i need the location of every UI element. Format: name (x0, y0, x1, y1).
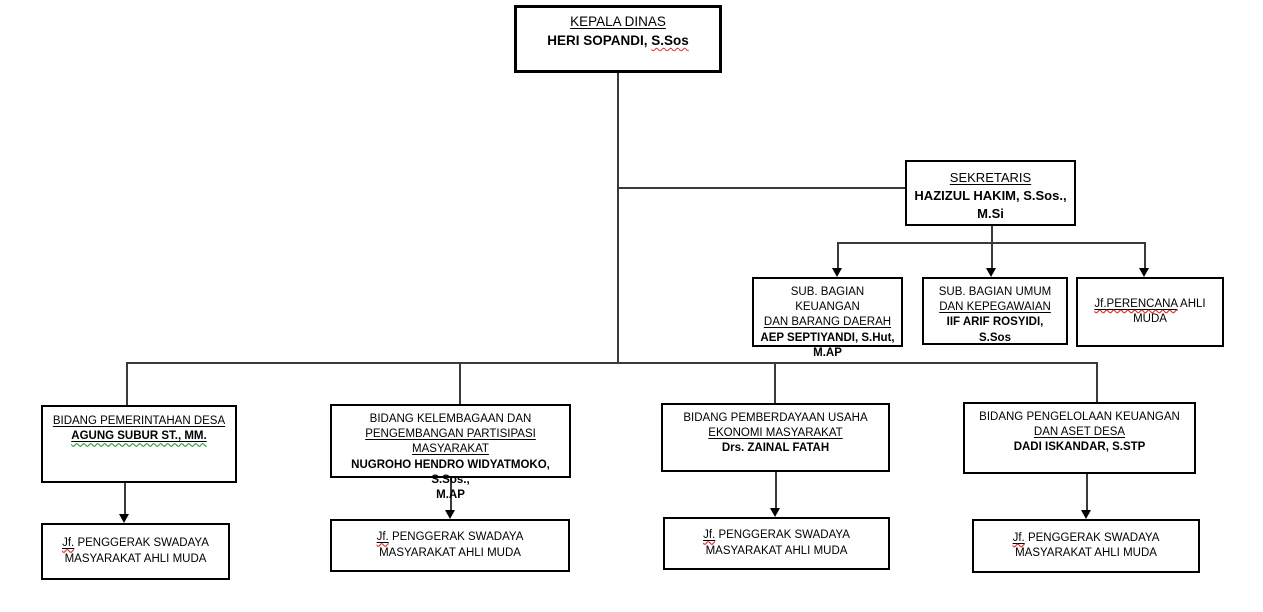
node-person-name: Drs. ZAINAL FATAH (721, 442, 830, 455)
node-bidang-kelembagaan (330, 404, 571, 501)
node-title-line2: EKONOMI MASYARAKAT (708, 427, 843, 440)
arrowhead-jf-1 (119, 514, 129, 523)
connector-jf-perencana-drop (1144, 242, 1146, 269)
node-title-line1: BIDANG KELEMBAGAAN DAN (369, 413, 532, 425)
node-jf-penggerak-1 (41, 523, 230, 580)
node-person-name: NUGROHO HENDRO WIDYATMOKO, S.Sos., (351, 458, 550, 486)
node-bidang-pengelolaan (963, 402, 1196, 474)
connector-bidang-3-drop (774, 362, 776, 403)
node-title-line1: SUB. BAGIAN UMUM (938, 286, 1052, 298)
node-title: Jf. PENGGERAK SWADAYA MASYARAKAT AHLI MUDA (62, 537, 209, 565)
node-title-line1: SUB. BAGIAN KEUANGAN (790, 286, 865, 314)
node-title-line2: DAN KEPEGAWAIAN (939, 301, 1051, 314)
node-title-line2: DAN BARANG DAERAH (763, 316, 892, 329)
node-title: BIDANG PENGELOLAAN KEUANGAN DAN ASET DESA (979, 411, 1180, 439)
node-person-name: AGUNG SUBUR ST., MM. (71, 430, 207, 443)
connector-to-sekretaris (617, 187, 905, 189)
node-person-name-line2: M.AP (813, 346, 842, 359)
arrowhead-jf-2 (445, 510, 455, 519)
node-jf-perencana (1076, 277, 1224, 347)
connector-bidang-4-drop (1096, 362, 1098, 402)
node-bidang-pemberdayaan (661, 403, 890, 472)
arrowhead-jf-perencana (1139, 268, 1149, 277)
node-bidang-pemerintahan-desa (41, 405, 237, 483)
arrowhead-jf-3 (770, 508, 780, 517)
node-sekretaris (905, 160, 1076, 226)
node-sub-bagian-keuangan (752, 277, 903, 359)
node-person-name: HERI SOPANDI, S.Sos (547, 32, 689, 48)
node-jf-penggerak-2 (330, 519, 570, 572)
connector-jf-4-drop (1086, 474, 1088, 511)
node-jf-penggerak-4 (972, 519, 1200, 573)
connector-bidang-1-drop (126, 362, 128, 405)
node-title: Jf.PERENCANA AHLI MUDA (1094, 297, 1206, 325)
connector-jf-1-drop (124, 483, 126, 515)
connector-kepala-vertical (617, 73, 619, 362)
connector-sekretaris-down (991, 226, 993, 243)
node-person-name-line2: M.AP (436, 488, 465, 501)
node-person-name: IIF ARIF ROSYIDI, S.Sos (946, 316, 1044, 344)
node-title: Jf. PENGGERAK SWADAYA MASYARAKAT AHLI MUDA (376, 531, 524, 559)
node-jf-penggerak-3 (663, 517, 890, 570)
node-kepala-dinas (514, 5, 722, 73)
connector-sub-umum-drop (991, 242, 993, 269)
node-person-name: DADI ISKANDAR, S.STP (1013, 441, 1146, 454)
node-title: KEPALA DINAS (570, 14, 666, 29)
arrowhead-jf-4 (1081, 510, 1091, 519)
connector-sub-keuangan-drop (837, 242, 839, 269)
node-sub-bagian-umum (922, 277, 1068, 345)
connector-bidang-rail (126, 362, 1097, 364)
node-title: SEKRETARIS (949, 170, 1032, 185)
connector-bidang-2-drop (459, 362, 461, 404)
node-title: BIDANG PEMERINTAHAN DESA (52, 415, 226, 427)
node-title-line1: BIDANG PEMBERDAYAAN USAHA (683, 412, 868, 424)
connector-jf-3-drop (775, 472, 777, 509)
node-title: Jf. PENGGERAK SWADAYA MASYARAKAT AHLI MUDA (703, 529, 850, 557)
node-title: Jf. PENGGERAK SWADAYA MASYARAKAT AHLI MUDA (1012, 531, 1160, 559)
node-title-line2: PENGEMBANGAN PARTISIPASI MASYARAKAT (365, 428, 536, 456)
arrowhead-sub-keuangan (832, 268, 842, 277)
node-person-name: HAZIZUL HAKIM, S.Sos., M.Si (914, 188, 1067, 222)
arrowhead-sub-umum (986, 268, 996, 277)
node-person-name: AEP SEPTIYANDI, S.Hut, (760, 331, 895, 344)
